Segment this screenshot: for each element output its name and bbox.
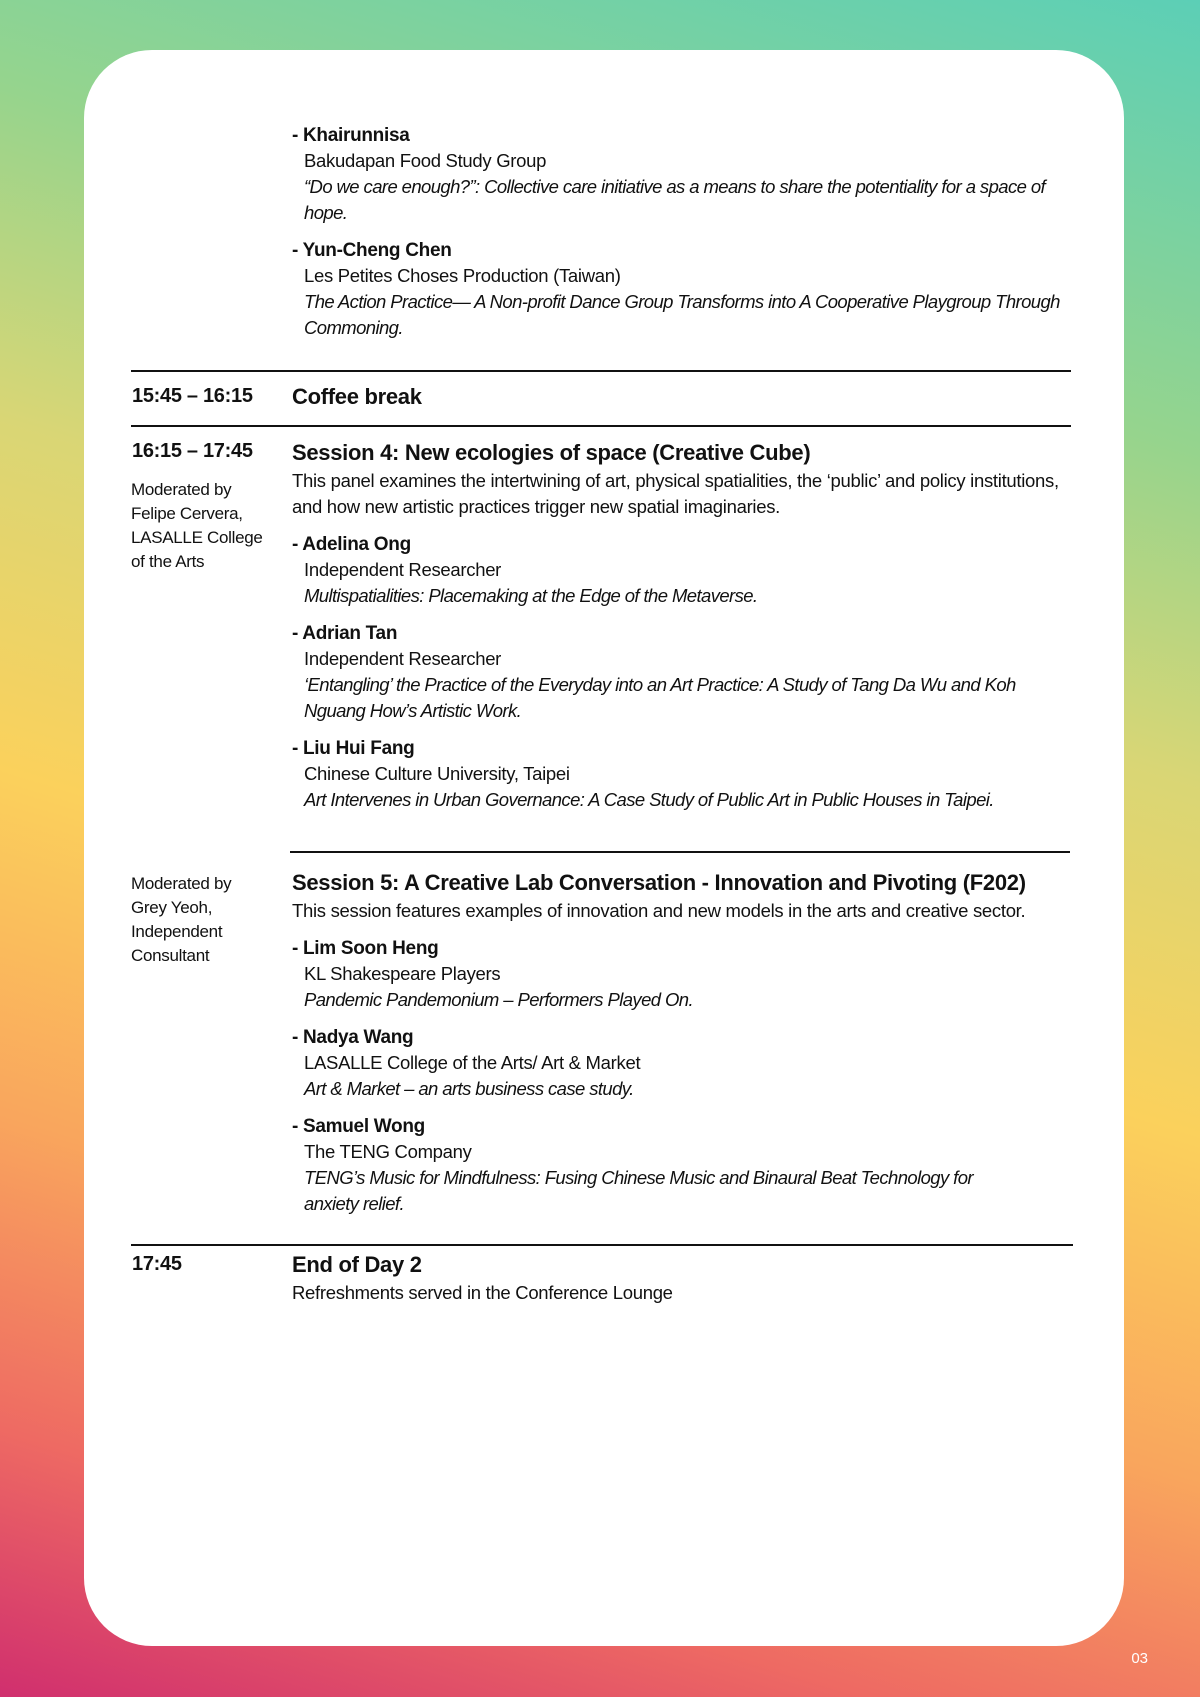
- speaker-entry: [292, 936, 1092, 1013]
- speaker-entry: [292, 1114, 1092, 1217]
- session4-moderator: Moderated by Felipe Cervera, LASALLE College of the Arts: [131, 480, 263, 571]
- session5-description: This session features examples of innovation and new models in the arts and creative sector.: [292, 900, 1026, 921]
- session4-time: 16:15 – 17:45: [132, 440, 253, 462]
- continued-speakers: [292, 123, 1092, 341]
- end-time: 17:45: [132, 1253, 182, 1275]
- coffee-block: [292, 383, 1092, 411]
- speaker-org: KL Shakespeare Players: [304, 963, 501, 984]
- session4-description: This panel examines the intertwining of art, physical spatialities, the ‘public’ and policy institutions, and how new artistic practices trigger new spatial imaginaries.: [292, 470, 1059, 517]
- end-title: End of Day 2: [292, 1252, 422, 1277]
- speaker-name: - Liu Hui Fang: [292, 738, 415, 759]
- end-description: Refreshments served in the Conference Lounge: [292, 1282, 673, 1303]
- talk-title: Pandemic Pandemonium – Performers Played On.: [304, 989, 694, 1010]
- speaker-org: LASALLE College of the Arts/ Art & Market: [304, 1052, 641, 1073]
- divider: [131, 370, 1071, 372]
- session5-block: [292, 869, 1092, 1217]
- speaker-entry: [292, 1025, 1092, 1102]
- speaker-entry: [292, 736, 1092, 813]
- talk-title: “Do we care enough?”: Collective care initiative as a means to share the potentiality for a space of hope.: [304, 176, 1046, 223]
- speaker-name: - Adelina Ong: [292, 534, 411, 555]
- speaker-name: - Nadya Wang: [292, 1027, 414, 1048]
- coffee-title: Coffee break: [292, 384, 422, 409]
- speaker-name: - Khairunnisa: [292, 125, 410, 146]
- talk-title: Multispatialities: Placemaking at the Edge of the Metaverse.: [304, 585, 758, 606]
- speaker-org: Les Petites Choses Production (Taiwan): [304, 265, 621, 286]
- speaker-org: Bakudapan Food Study Group: [304, 150, 547, 171]
- talk-title: Art Intervenes in Urban Governance: A Case Study of Public Art in Public Houses in Taipei.: [304, 789, 994, 810]
- speaker-name: - Adrian Tan: [292, 623, 398, 644]
- session5-title: Session 5: A Creative Lab Conversation - Innovation and Pivoting (F202): [292, 870, 1026, 895]
- speaker-entry: [292, 238, 1092, 341]
- talk-title: TENG’s Music for Mindfulness: Fusing Chinese Music and Binaural Beat Technology for anxiety relief.: [304, 1167, 973, 1214]
- divider: [131, 425, 1071, 427]
- talk-title: ‘Entangling’ the Practice of the Everyday into an Art Practice: A Study of Tang Da Wu and Koh Nguang How’s Artistic Work.: [304, 674, 1016, 721]
- speaker-name: - Lim Soon Heng: [292, 938, 439, 959]
- speaker-entry: [292, 532, 1092, 609]
- page-number: 03: [1131, 1650, 1148, 1667]
- speaker-name: - Samuel Wong: [292, 1116, 425, 1137]
- divider: [131, 1244, 1073, 1246]
- speaker-entry: [292, 123, 1092, 226]
- session4-block: [292, 439, 1092, 813]
- session4-title: Session 4: New ecologies of space (Creative Cube): [292, 440, 811, 465]
- session5-moderator: Moderated by Grey Yeoh, Independent Consultant: [131, 874, 232, 965]
- coffee-time: 15:45 – 16:15: [132, 385, 253, 407]
- speaker-name: - Yun-Cheng Chen: [292, 240, 452, 261]
- speaker-org: Independent Researcher: [304, 559, 502, 580]
- talk-title: Art & Market – an arts business case study.: [304, 1078, 634, 1099]
- end-block: [292, 1251, 1092, 1306]
- speaker-entry: [292, 621, 1092, 724]
- speaker-org: Independent Researcher: [304, 648, 502, 669]
- divider: [290, 851, 1070, 853]
- speaker-org: The TENG Company: [304, 1141, 472, 1162]
- speaker-org: Chinese Culture University, Taipei: [304, 763, 570, 784]
- talk-title: The Action Practice— A Non-profit Dance Group Transforms into A Cooperative Playgroup Through Commoning.: [304, 291, 1060, 338]
